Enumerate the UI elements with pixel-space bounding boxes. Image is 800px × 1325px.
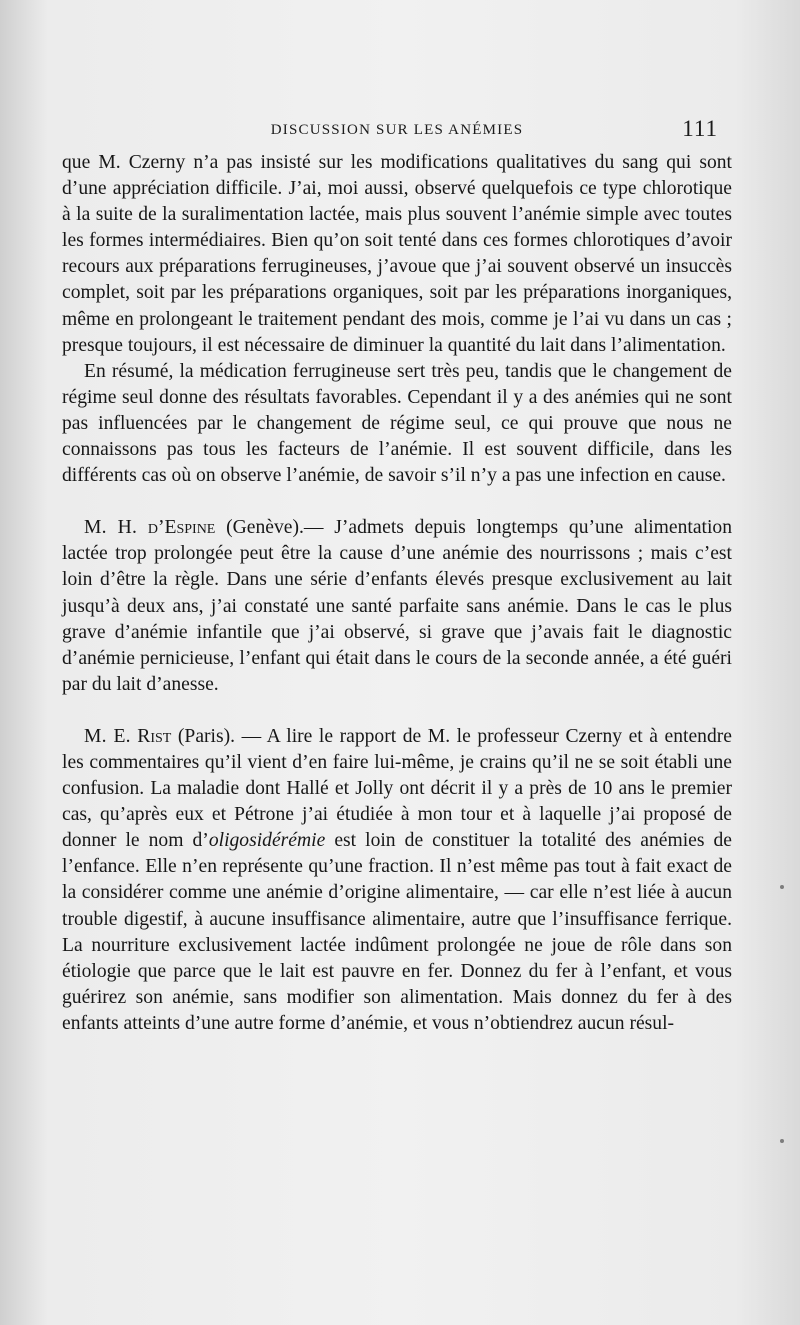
scan-dust-mark <box>780 1139 784 1143</box>
running-header <box>62 112 732 146</box>
paragraph-text: que M. Czerny n’a pas insisté sur les modifications qualitatives du sang qui sont d’une appréciation difficile. J’ai, moi aussi, observé quelquefois ce type chlorotique à la suite de la suralimentation lactée, mais plus souvent l’anémie simple avec toutes les formes intermédiaires. Bien qu’on soit tenté dans ces formes chlorotiques d’avoir recours aux préparations ferrugineuses, j’avoue que j’ai souvent observé un insuccès complet, soit par les préparations organiques, soit par les préparations inorganiques, même en prolongeant le traitement pendant des mois, comme je l’ai vu dans un cas ; presque toujours, il est nécessaire de diminuer la quantité du lait dans l’alimentation. <box>62 152 732 356</box>
document-page <box>62 112 732 1037</box>
speaker-name: Rist <box>137 725 172 747</box>
italic-term: oligosidérémie <box>208 830 326 852</box>
speaker-name: d’Espine <box>147 517 216 539</box>
paragraph-rist <box>62 724 732 1037</box>
paragraph-text: En résumé, la médication ferrugineuse sert très peu, tandis que le changement de régime seul donne des résultats favorables. Cependant il y a des anémies qui ne sont pas influencées par le changement de régime seul, ce qui prouve que nous ne connaissons pas tous les facteurs de l’anémie. Il est souvent difficile, dans les différents cas où on observe l’anémie, de savoir s’il n’y a pas une infection en cause. <box>62 360 732 487</box>
paragraph-d-espine <box>62 515 732 698</box>
scan-dust-mark <box>780 885 784 889</box>
paragraph-text-before-term: A lire le rapport de M. le professeur Czerny et à entendre les commentaires qu’il vient d’en faire lui-même, je crains qu’il ne se soit établi une confusion. La maladie dont Hallé et Jolly ont décrit il y a près de 10 ans le premier cas, qu’après eux et Pétrone j’ai étudiée à mon tour et à laquelle j’ai proposé de donner le nom d’ <box>62 725 732 852</box>
paragraph-continuation <box>62 150 732 359</box>
running-header-title: DISCUSSION SUR LES ANÉMIES <box>270 122 524 138</box>
speaker-place: (Genève).— <box>226 517 324 539</box>
paragraph-text-after-term: est loin de constituer la totalité des anémies de l’enfance. Elle n’en représente qu’une fraction. Il n’est même pas tout à fait exact de la considérer comme une anémie d’origine alimentaire, — car elle n’est liée à aucun trouble digestif, à aucune insuffisance alimentaire, autre que l’insuffisance ferrique. La nourriture exclusivement lactée indûment prolongée ne joue de rôle dans son étiologie que parce que le lait est pauvre en fer. Donnez du fer à l’enfant, et vous guérirez son anémie, sans modifier son alimentation. Mais donnez du fer à des enfants atteints d’une autre forme d’anémie, et vous n’obtiendrez aucun résul- <box>62 830 732 1034</box>
page-number: 111 <box>682 116 718 141</box>
speaker-initials: M. H. <box>84 517 138 539</box>
paragraph-summary <box>62 359 732 489</box>
speaker-initials: M. E. <box>84 725 131 747</box>
paragraph-text: J’admets depuis longtemps qu’une alimentation lactée trop prolongée peut être la cause d’une anémie des nourrissons ; mais c’est loin d’être la règle. Dans une série d’enfants élevés presque exclusivement au lait jusqu’à deux ans, j’ai constaté une santé parfaite sans anémie. Dans le cas le plus grave d’anémie infantile que j’ai observé, si grave que j’avais fait le diagnostic d’anémie pernicieuse, l’enfant qui était dans le cours de la seconde année, a été guéri par du lait d’anesse. <box>62 517 733 695</box>
speaker-place: (Paris). — <box>177 725 262 747</box>
